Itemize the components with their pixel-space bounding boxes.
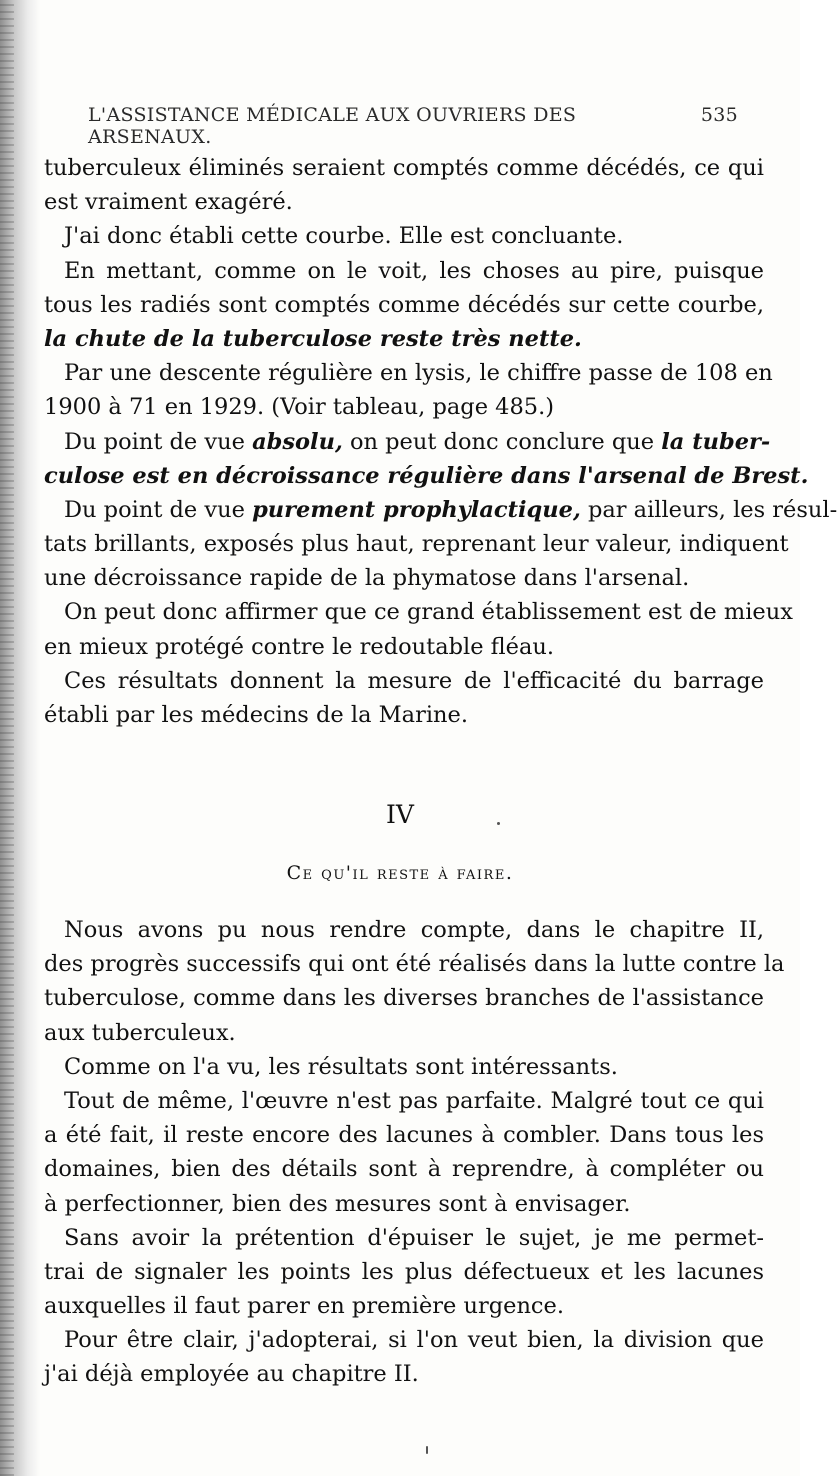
- page-number: 535: [700, 104, 738, 126]
- text-line: [44, 664, 764, 698]
- text-run: domaines, bien des détails sont à reprendre, à compléter ou: [44, 1156, 764, 1183]
- print-speck: [426, 1446, 428, 1454]
- text-line: [44, 981, 764, 1015]
- text-line: [44, 185, 764, 219]
- text-run: trai de signaler les points les plus défectueux et les lacunes: [44, 1258, 764, 1285]
- text-run: En mettant, comme on le voit, les choses au pire, puisque: [64, 257, 764, 284]
- text-run: J'ai donc établi cette courbe. Elle est concluante.: [64, 223, 624, 250]
- text-run: Ces résultats donnent la mesure de l'efficacité du barrage: [64, 667, 764, 694]
- chapter-title: Ce qu'il reste à faire.: [286, 862, 514, 884]
- text-line: [44, 1084, 764, 1118]
- text-run: 1900 à 71 en 1929. (Voir tableau, page 485.): [44, 394, 555, 421]
- text-line: [44, 698, 764, 732]
- text-line: [44, 425, 771, 459]
- text-line: [44, 322, 764, 356]
- text-line: [44, 947, 785, 981]
- text-run: est vraiment exagéré.: [44, 189, 293, 216]
- text-run: une décroissance rapide de la phymatose dans l'arsenal.: [44, 565, 690, 592]
- text-run: Sans avoir la prétention d'épuiser le sujet, je me permet-: [64, 1224, 764, 1251]
- text-line: [44, 219, 764, 253]
- text-line: [44, 1289, 764, 1323]
- text-run: j'ai déjà employée au chapitre II.: [44, 1361, 419, 1388]
- text-line: [44, 356, 773, 390]
- text-line: [44, 561, 764, 595]
- running-head: [88, 104, 738, 148]
- italic-text-run: culose est en décroissance régulière dans l'arsenal de Brest.: [44, 462, 809, 489]
- text-run: Comme on l'a vu, les résultats sont intéressants.: [64, 1053, 618, 1080]
- text-run: Nous avons pu nous rendre compte, dans le chapitre II,: [64, 917, 764, 943]
- text-run: tuberculose, comme dans les diverses branches de l'assistance: [44, 985, 764, 1012]
- running-head-title: L'ASSISTANCE MÉDICALE AUX OUVRIERS DES ARSENAUX.: [88, 104, 577, 148]
- text-run: On peut donc affirmer que ce grand établissement est de mieux: [64, 599, 793, 626]
- print-speck: [497, 822, 500, 825]
- text-line: [44, 288, 764, 322]
- italic-text-run: absolu,: [252, 428, 343, 455]
- text-run: Par une descente régulière en lysis, le chiffre passe de 108 en: [64, 360, 773, 387]
- chapter-number: IV: [386, 800, 414, 829]
- text-line: [44, 493, 837, 527]
- text-line: [44, 595, 793, 629]
- text-run: Du point de vue: [64, 428, 253, 455]
- italic-text-run: la tuber-: [661, 428, 771, 455]
- text-line: [44, 459, 809, 493]
- text-line: [44, 1255, 764, 1289]
- text-run: établi par les médecins de la Marine.: [44, 702, 469, 728]
- body-text-top: [44, 151, 837, 732]
- text-line: [44, 390, 764, 424]
- italic-text-run: purement prophylactique,: [252, 496, 581, 523]
- text-line: [44, 1118, 764, 1152]
- text-line: [44, 1323, 764, 1357]
- text-line: [44, 1016, 764, 1050]
- text-line: [44, 1187, 764, 1221]
- text-run: tats brillants, exposés plus haut, reprenant leur valeur, indiquent: [44, 531, 789, 558]
- text-line: [44, 1152, 764, 1186]
- text-run: à perfectionner, bien des mesures sont à envisager.: [44, 1190, 631, 1217]
- text-line: [44, 1221, 764, 1255]
- text-run: Tout de même, l'œuvre n'est pas parfaite. Malgré tout ce qui: [64, 1087, 764, 1114]
- italic-text-run: la chute de la tuberculose reste très nette.: [44, 325, 582, 352]
- text-run: Du point de vue: [64, 496, 253, 523]
- text-run: Pour être clair, j'adopterai, si l'on veut bien, la division que: [64, 1327, 764, 1354]
- text-run: auxquelles il faut parer en première urgence.: [44, 1293, 565, 1320]
- text-line: [44, 630, 764, 664]
- book-binding-edge: [0, 0, 40, 1476]
- text-run: des progrès successifs qui ont été réalisés dans la lutte contre la: [44, 951, 785, 978]
- text-line: [44, 1357, 764, 1391]
- text-line: [44, 1050, 764, 1084]
- text-run: aux tuberculeux.: [44, 1019, 236, 1046]
- text-run: en mieux protégé contre le redoutable fléau.: [44, 633, 555, 660]
- text-line: [44, 151, 764, 185]
- body-text-bottom: [44, 913, 785, 1392]
- text-line: [44, 913, 764, 947]
- text-run: tuberculeux éliminés seraient comptés comme décédés, ce qui: [44, 155, 764, 181]
- text-line: [44, 527, 789, 561]
- text-run: par ailleurs, les résul-: [580, 496, 837, 523]
- text-line: [44, 254, 764, 288]
- text-run: tous les radiés sont comptés comme décédés sur cette courbe,: [44, 291, 764, 318]
- text-run: on peut donc conclure que: [342, 428, 662, 455]
- text-run: a été fait, il reste encore des lacunes à combler. Dans tous les: [44, 1122, 764, 1149]
